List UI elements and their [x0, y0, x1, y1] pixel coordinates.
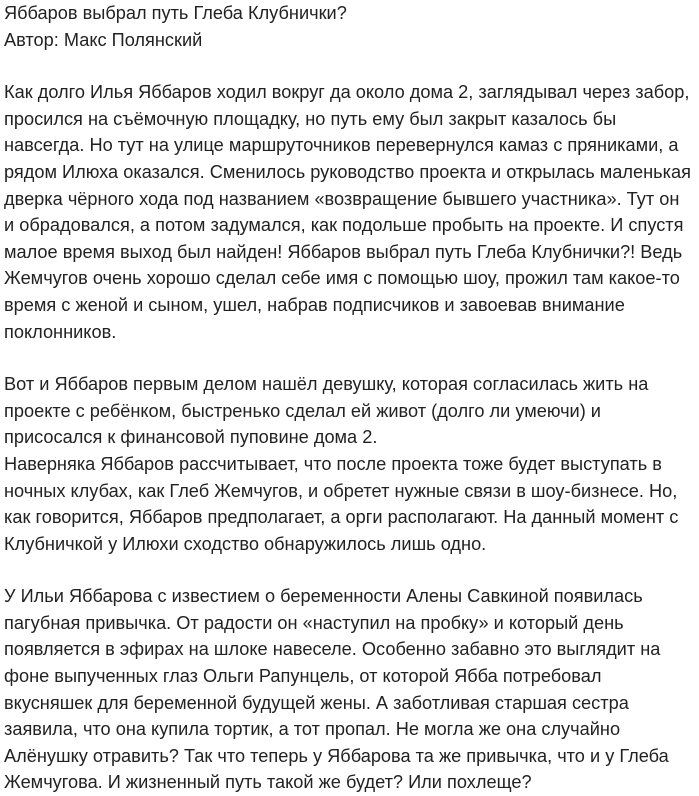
- article: [4, 0, 692, 796]
- article-paragraph: Как долго Илья Яббаров ходил вокруг да около дома 2, заглядывал через забор, просился на съёмочную площадку, но путь ему был закрыт казалось бы навсегда. Но тут на улице маршруточников перевернулся камаз с пряниками, а рядом Илюха оказался. Сменилось руководство проекта и открылась маленькая дверка чёрного хода под названием «возвращение бывшего участника». Тут он и обрадовался, а потом задумался, как подольше пробыть на проекте. И спустя малое время выход был найден! Яббаров выбрал путь Глеба Клубнички?! Ведь Жемчугов очень хорошо сделал себе имя с помощью шоу, прожил там какое-то время с женой и сыном, ушел, набрав подписчиков и завоевав внимание поклонников.: [4, 82, 691, 342]
- article-paragraph: Вот и Яббаров первым делом нашёл девушку, которая согласилась жить на проекте с ребёнком, быстренько сделал ей живот (долго ли умеючи) и присосался к финансовой пуповине дома 2.: [4, 374, 649, 448]
- article-title: Яббаров выбрал путь Глеба Клубнички?: [4, 3, 347, 23]
- article-paragraph: Наверняка Яббаров рассчитывает, что после проекта тоже будет выступать в ночных клубах, как Глеб Жемчугов, и обретет нужные связи в шоу-бизнесе. Но, как говорится, Яббаров предполагает, а орги располагают. На данный момент с Клубничкой у Илюхи сходство обнаружилось лишь одно.: [4, 453, 679, 554]
- article-author: Автор: Макс Полянский: [4, 29, 203, 50]
- article-paragraph: У Ильи Яббарова с известием о беременности Алены Савкиной появилась пагубная привычка. От радости он «наступил на пробку» и который день появляется в эфирах на шлоке навеселе. Особенно забавно это выглядит на фоне выпученных глаз Ольги Рапунцель, от которой Ябба потребовал вкусняшек для беременной будущей жены. А заботливая старшая сестра заявила, что она купила тортик, а тот пропал. Не могла же она случайно Алёнушку отравить? Так что теперь у Яббарова та же привычка, что и у Глеба Жемчугова. И жизненный путь такой же будет? Или похлеще?: [4, 586, 669, 793]
